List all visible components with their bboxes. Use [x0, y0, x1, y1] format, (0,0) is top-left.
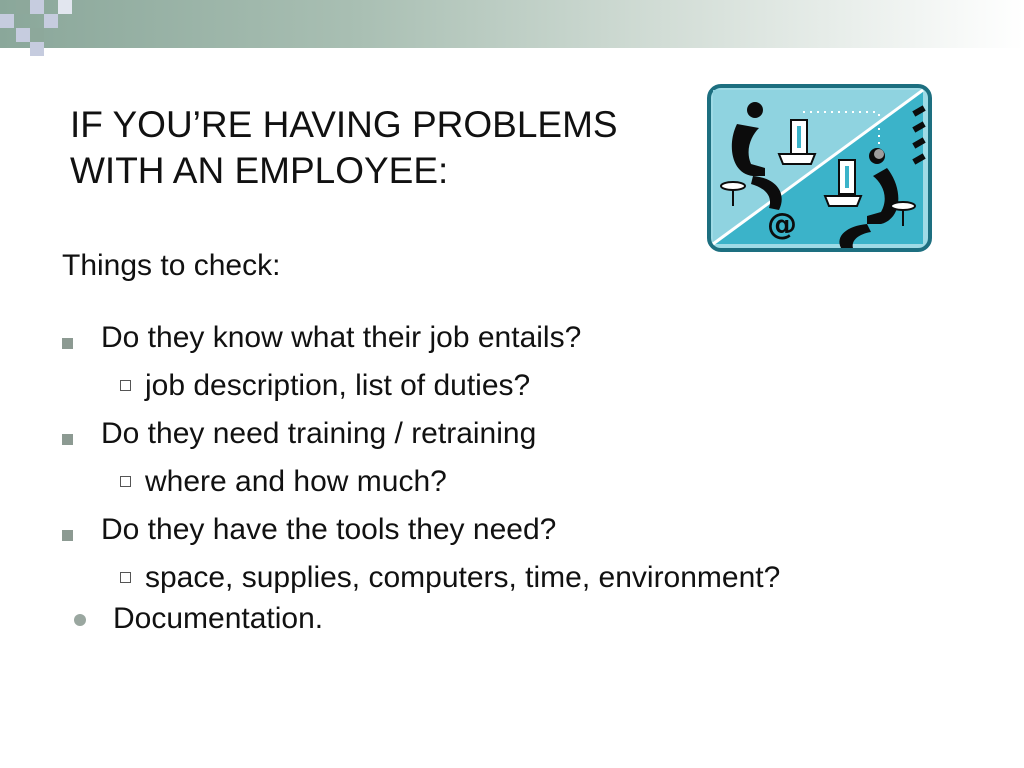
- round-bullet-icon: [74, 614, 86, 626]
- hollow-square-bullet-icon: [120, 380, 131, 391]
- sub-bullet-item-3: space, supplies, computers, time, environment?: [145, 561, 781, 594]
- title-line-1: IF YOU’RE HAVING PROBLEMS: [70, 104, 618, 145]
- square-bullet-icon: [62, 338, 73, 349]
- square-bullet-icon: [62, 530, 73, 541]
- sub-bullet-item-2: where and how much?: [145, 465, 447, 498]
- hollow-square-bullet-icon: [120, 572, 131, 583]
- square-bullet-icon: [62, 434, 73, 445]
- sub-bullet-item-1: job description, list of duties?: [145, 369, 531, 402]
- bullet-item-2: Do they need training / retraining: [101, 417, 537, 450]
- title-line-2: WITH AN EMPLOYEE:: [70, 150, 449, 191]
- bullet-item-3: Do they have the tools they need?: [101, 513, 557, 546]
- at-symbol-icon: @: [767, 207, 797, 242]
- hollow-square-bullet-icon: [120, 476, 131, 487]
- bullet-item-1: Do they know what their job entails?: [101, 321, 582, 354]
- documentation-bullet: Documentation.: [113, 602, 324, 635]
- things-to-check-heading: Things to check:: [62, 249, 281, 282]
